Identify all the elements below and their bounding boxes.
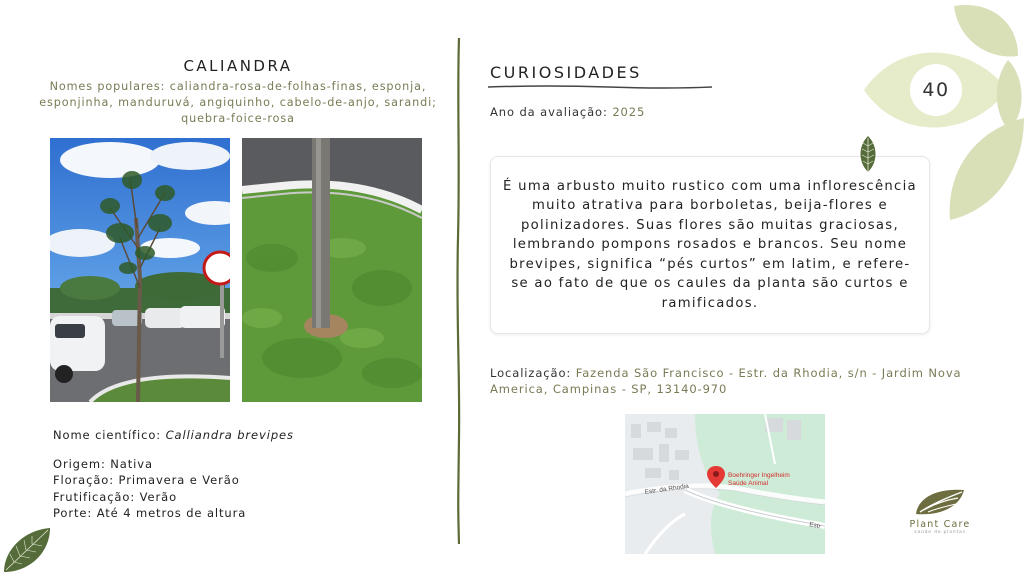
origin: Origem: Nativa xyxy=(53,456,153,471)
plant-care-logo xyxy=(900,486,980,542)
flowering: Floração: Primavera e Verão xyxy=(53,473,240,487)
plant-size: Porte: Até 4 metros de altura xyxy=(53,506,247,520)
evaluation-year xyxy=(490,105,645,119)
column-divider xyxy=(455,38,463,544)
year-value: 2025 xyxy=(612,105,646,119)
location xyxy=(490,366,990,397)
map-road-label-short: Estr xyxy=(808,521,822,531)
plant-facts xyxy=(53,427,294,522)
location-map[interactable] xyxy=(625,414,825,554)
year-label: Ano da avaliação: xyxy=(490,105,613,119)
logo-leaf-icon xyxy=(912,486,968,518)
scientific-name xyxy=(53,427,294,444)
fruiting: Frutificação: Verão xyxy=(53,489,178,504)
scientific-label: Nome científico: xyxy=(53,428,166,442)
location-value: Fazenda São Francisco - Estr. da Rhodia, s/n - Jardim Nova America, Campinas - SP, 13140-970 xyxy=(490,366,962,396)
plant-title: CALIANDRA xyxy=(183,57,293,75)
location-label: Localização: xyxy=(490,366,576,380)
logo-name: Plant Care xyxy=(909,519,971,530)
curiosities-heading: CURIOSIDADES xyxy=(490,63,642,82)
popular-names: Nomes populares: caliandra-rosa-de-folhas-finas, esponja, esponjinha, manduruvá, angiquinho, cabelo-de-anjo, sarandi; quebra-foice-rosa xyxy=(39,80,437,125)
tree-photo-2 xyxy=(242,138,422,402)
heading-underline xyxy=(488,84,712,90)
page-number: 40 xyxy=(910,64,962,116)
map-place-line2: Saúde Animal xyxy=(728,480,769,487)
leaf-bottom-icon xyxy=(0,526,52,576)
logo-tagline: saúde de plantas xyxy=(914,530,966,535)
tree-photo-1 xyxy=(50,138,230,402)
map-place-line1: Boehringer Ingelheim xyxy=(728,472,790,479)
curiosity-text: É uma arbusto muito rustico com uma inflorescência muito atrativa para borboletas, beija-flores e polinizadores. Suas flores são muitas graciosas, lembrando pompons rosados e brancos. Seu nome brevipes, significa “pés curtos” em latim, e refere-se ao fato de que os caules da planta são curtos e ramificados. xyxy=(503,178,917,311)
map-road-label: Estr. da Rhodia xyxy=(644,482,690,496)
scientific-name-value: Calliandra brevipes xyxy=(165,428,294,442)
